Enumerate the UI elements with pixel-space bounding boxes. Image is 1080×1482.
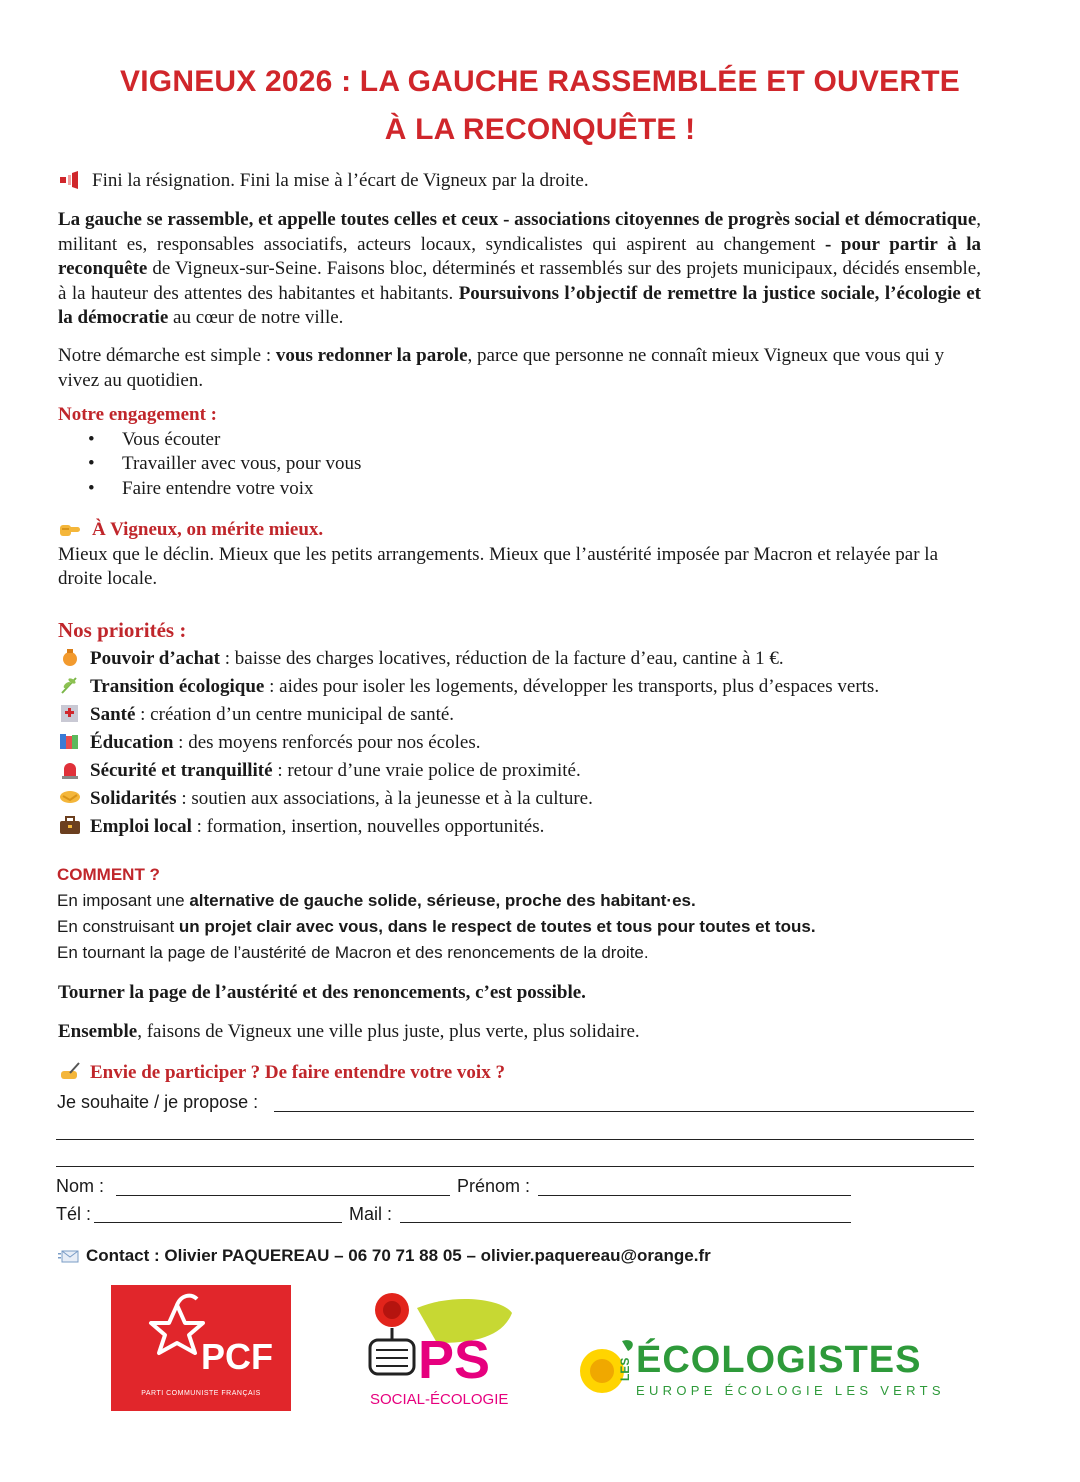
pcf-logo-subtitle: PARTI COMMUNISTE FRANÇAIS: [141, 1390, 261, 1397]
para1-text-2: de Vigneux-sur-Seine. Faisons bloc, déterminés et rassemblés sur des projets municipaux, décidés ensemble, à la hauteur des attentes des habitantes et habitants.: [58, 258, 981, 304]
priority-label: Santé: [90, 704, 136, 725]
megaphone-icon: [58, 171, 84, 191]
souhaite-field-line-3[interactable]: [56, 1166, 974, 1167]
comment-line-1-text: En imposant une: [57, 891, 190, 910]
comment-line-1-bold: alternative de gauche solide, sérieuse, proche des habitant·es.: [189, 891, 696, 910]
para1-bold-3: Poursuivons l’objectif de remettre la justice sociale, l’écologie et la démocratie: [58, 282, 981, 328]
priority-label: Éducation: [90, 732, 174, 753]
participer-text: Envie de participer ? De faire entendre votre voix ?: [90, 1062, 505, 1083]
comment-heading: COMMENT ?: [57, 865, 160, 884]
ecologistes-logo-subtitle: EUROPE ÉCOLOGIE LES VERTS: [636, 1383, 945, 1398]
hospital-icon: [58, 703, 82, 723]
nom-label: Nom :: [56, 1176, 105, 1196]
souhaite-field-line-2[interactable]: [56, 1139, 974, 1140]
priority-text: : baisse des charges locatives, réduction de la facture d’eau, cantine à 1 €.: [220, 648, 784, 669]
priority-item-solidarites: [58, 787, 1058, 815]
priority-label: Sécurité et tranquillité: [90, 760, 273, 781]
page-title: [40, 58, 1040, 154]
souhaite-label: Je souhaite / je propose :: [57, 1092, 259, 1112]
para2-text-2: , parce que personne ne connaît mieux Vigneux que vous qui y vivez au quotidien.: [58, 345, 945, 391]
merite-heading-text: À Vigneux, on mérite mieux.: [92, 519, 324, 540]
briefcase-icon: [58, 815, 82, 835]
para2-bold: vous redonner la parole: [275, 345, 468, 366]
pointing-hand-icon: [58, 520, 84, 540]
para2-text-1: Notre démarche est simple :: [58, 345, 276, 366]
paragraph-rassemblement: [58, 208, 981, 331]
para1-bold-2: - pour partir à la reconquête: [58, 233, 981, 279]
pcf-logo: [111, 1285, 291, 1411]
para1-text-3: au cœur de notre ville.: [168, 307, 344, 328]
siren-icon: [58, 759, 82, 779]
souhaite-field[interactable]: [274, 1111, 974, 1112]
priority-text: : aides pour isoler les logements, développer les transports, plus d’espaces verts.: [264, 676, 880, 697]
tel-label: Tél :: [56, 1204, 92, 1224]
priority-item-sante: [58, 703, 1058, 731]
para1-text-1: , militant es, responsables associatifs, acteurs locaux, syndicalistes qui aspirent au changement: [58, 209, 981, 255]
engagement-heading: Notre engagement :: [58, 404, 217, 425]
list-item: • Faire entendre votre voix: [58, 477, 958, 502]
comment-section: [57, 862, 1017, 966]
comment-line-2-text: En construisant: [57, 917, 179, 936]
prenom-field[interactable]: [538, 1195, 851, 1196]
priority-item-education: [58, 731, 1058, 759]
priority-text: : création d’un centre municipal de santé.: [135, 704, 455, 725]
ps-logo: [362, 1288, 522, 1413]
comment-line-2: [57, 914, 1017, 940]
ensemble-bold: Ensemble: [58, 1021, 138, 1042]
tourner-line: Tourner la page de l’austérité et des renoncements, c’est possible.: [58, 982, 586, 1003]
priorites-section: [58, 617, 1058, 843]
ecologistes-logo: [574, 1335, 954, 1415]
intro-text: Fini la résignation. Fini la mise à l’écart de Vigneux par la droite.: [92, 170, 589, 191]
prenom-label: Prénom :: [457, 1176, 531, 1196]
merite-heading: [58, 518, 981, 543]
priority-item-emploi: [58, 815, 1058, 843]
ensemble-text: , faisons de Vigneux une ville plus juste, plus verte, plus solidaire.: [137, 1021, 640, 1042]
priority-text: : soutien aux associations, à la jeunesse et à la culture.: [176, 788, 593, 809]
ps-logo-text: PS: [418, 1330, 491, 1390]
ps-logo-subtitle: SOCIAL-ÉCOLOGIE: [370, 1391, 509, 1408]
priority-label: Emploi local: [90, 816, 192, 837]
envelope-icon: [58, 1248, 80, 1268]
mail-field[interactable]: [400, 1222, 851, 1223]
intro-line: [58, 169, 1038, 194]
priority-label: Solidarités: [90, 788, 177, 809]
priorites-heading: Nos priorités :: [58, 618, 187, 642]
priority-text: : formation, insertion, nouvelles opportunités.: [191, 816, 545, 837]
priority-text: : retour d’une vraie police de proximité.: [272, 760, 581, 781]
priority-text: : des moyens renforcés pour nos écoles.: [173, 732, 481, 753]
priority-item-transition: [58, 675, 1058, 703]
priority-item-securite: [58, 759, 1058, 787]
list-item: • Vous écouter: [58, 428, 958, 453]
priority-label: Pouvoir d’achat: [90, 648, 221, 669]
para1-bold-1: La gauche se rassemble, et appelle toutes celles et ceux - associations citoyennes de progrès social et démocratique: [58, 209, 977, 230]
mail-label: Mail :: [349, 1204, 393, 1224]
books-icon: [58, 731, 82, 751]
title-line-2: À LA RECONQUÊTE !: [384, 113, 696, 146]
engagement-section: [58, 403, 958, 501]
comment-line-2-bold: un projet clair avec vous, dans le respect de toutes et tous pour toutes et tous.: [178, 917, 816, 936]
ecologistes-logo-text: ÉCOLOGISTES: [636, 1339, 922, 1381]
merite-section: [58, 518, 981, 592]
nom-field[interactable]: [116, 1195, 450, 1196]
comment-line-3: En tournant la page de l’austérité de Macron et des renoncements de la droite.: [57, 943, 649, 962]
contact-line: [58, 1246, 711, 1268]
pcf-logo-text: PCF: [201, 1336, 273, 1377]
engagement-list: [58, 428, 958, 502]
participer-heading: [58, 1061, 1018, 1086]
money-bag-icon: [58, 647, 82, 667]
handshake-icon: [58, 787, 82, 807]
priority-label: Transition écologique: [90, 676, 265, 697]
contact-text: Contact : Olivier PAQUEREAU – 06 70 71 88 05 – olivier.paquereau@orange.fr: [86, 1246, 711, 1265]
title-line-1: VIGNEUX 2026 : LA GAUCHE RASSEMBLÉE ET OUVERTE: [120, 65, 960, 98]
herb-icon: [58, 675, 82, 695]
paragraph-demarche: [58, 344, 981, 393]
ecologistes-les: LES: [618, 1357, 632, 1381]
merite-text: Mieux que le déclin. Mieux que les petits arrangements. Mieux que l’austérité imposée par Macron et relayée par la droite locale.: [58, 543, 939, 589]
tel-field[interactable]: [94, 1222, 342, 1223]
list-item: • Travailler avec vous, pour vous: [58, 452, 958, 477]
priority-item-pouvoir-achat: [58, 647, 1058, 675]
ensemble-line: [58, 1020, 1018, 1045]
writing-hand-icon: [58, 1061, 82, 1081]
comment-line-1: [57, 888, 1017, 914]
